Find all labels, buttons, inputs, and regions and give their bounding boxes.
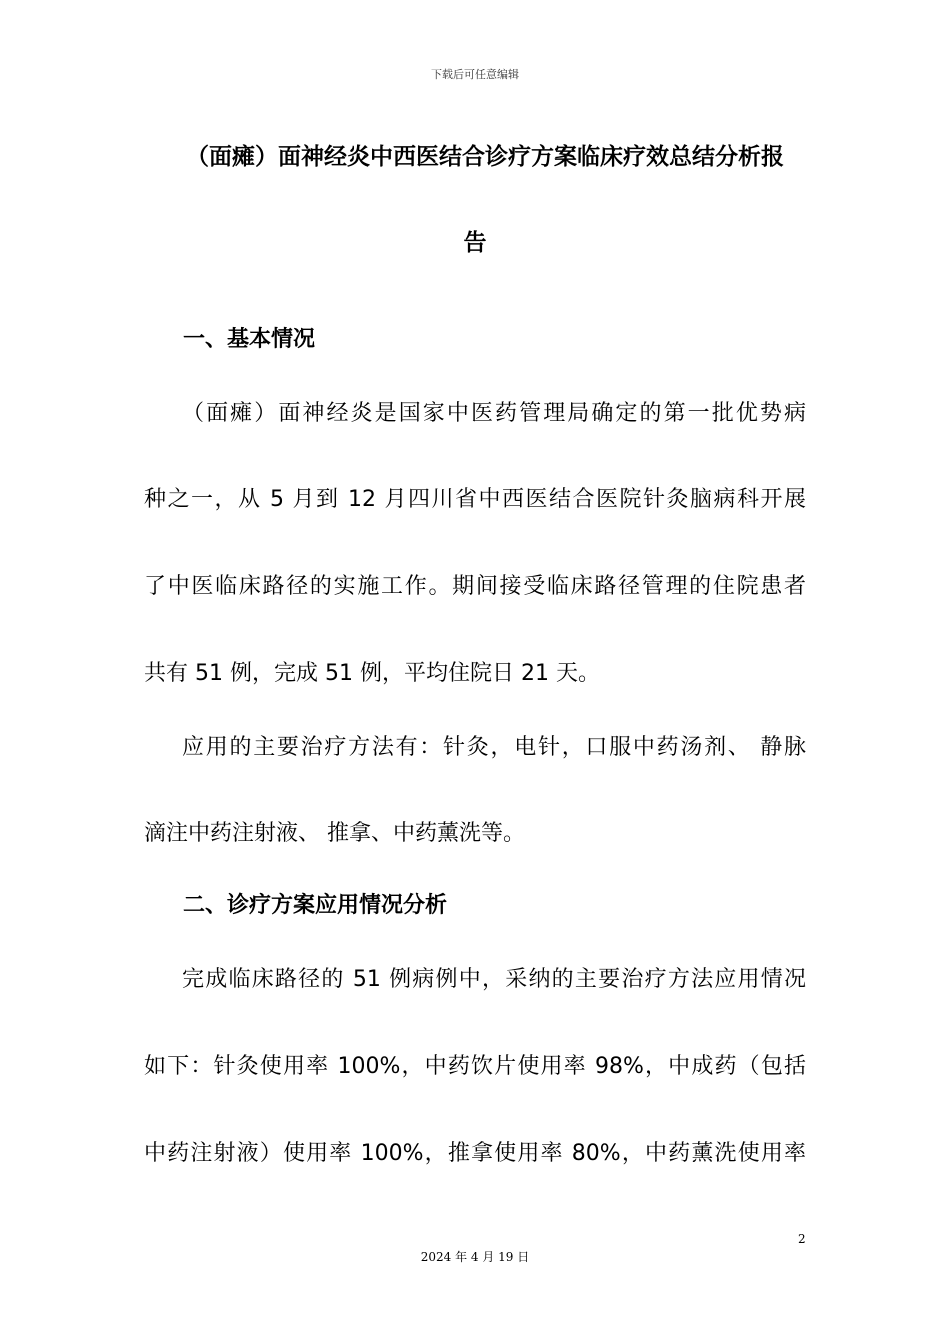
paragraph-line: 应用的主要治疗方法有：针灸，电针，口服中药汤剂、 静脉 [182,735,806,760]
paragraph-line: 共有 51 例，完成 51 例，平均住院日 21 天。 [144,661,600,686]
paragraph-line: 了中医临床路径的实施工作。期间接受临床路径管理的住院患者 [144,574,806,599]
paragraph-line: 种之一，从 5 月到 12 月四川省中西医结合医院针灸脑病科开展 [144,487,806,512]
section-heading-basic-situation: 一、基本情况 [183,327,316,352]
document-title-line-2: 告 [463,230,487,256]
paragraph-line: 如下：针灸使用率 100%，中药饮片使用率 98%，中成药（包括 [144,1054,806,1079]
paragraph-line: （面瘫）面神经炎是国家中医药管理局确定的第一批优势病 [182,401,806,426]
document-title-line-1: （面瘫）面神经炎中西医结合诊疗方案临床疗效总结分析报 [186,144,784,170]
page-number: 2 [798,1232,806,1246]
paragraph-line: 中药注射液）使用率 100%，推拿使用率 80%，中药薰洗使用率 [144,1141,806,1166]
paragraph-line: 滴注中药注射液、 推拿、中药薰洗等。 [144,821,525,846]
footer-date: 2024 年 4 月 19 日 [420,1250,530,1264]
header-note: 下载后可任意编辑 [431,68,519,81]
paragraph-line: 完成临床路径的 51 例病例中，采纳的主要治疗方法应用情况 [182,967,806,992]
section-heading-plan-analysis: 二、诊疗方案应用情况分析 [183,893,448,918]
